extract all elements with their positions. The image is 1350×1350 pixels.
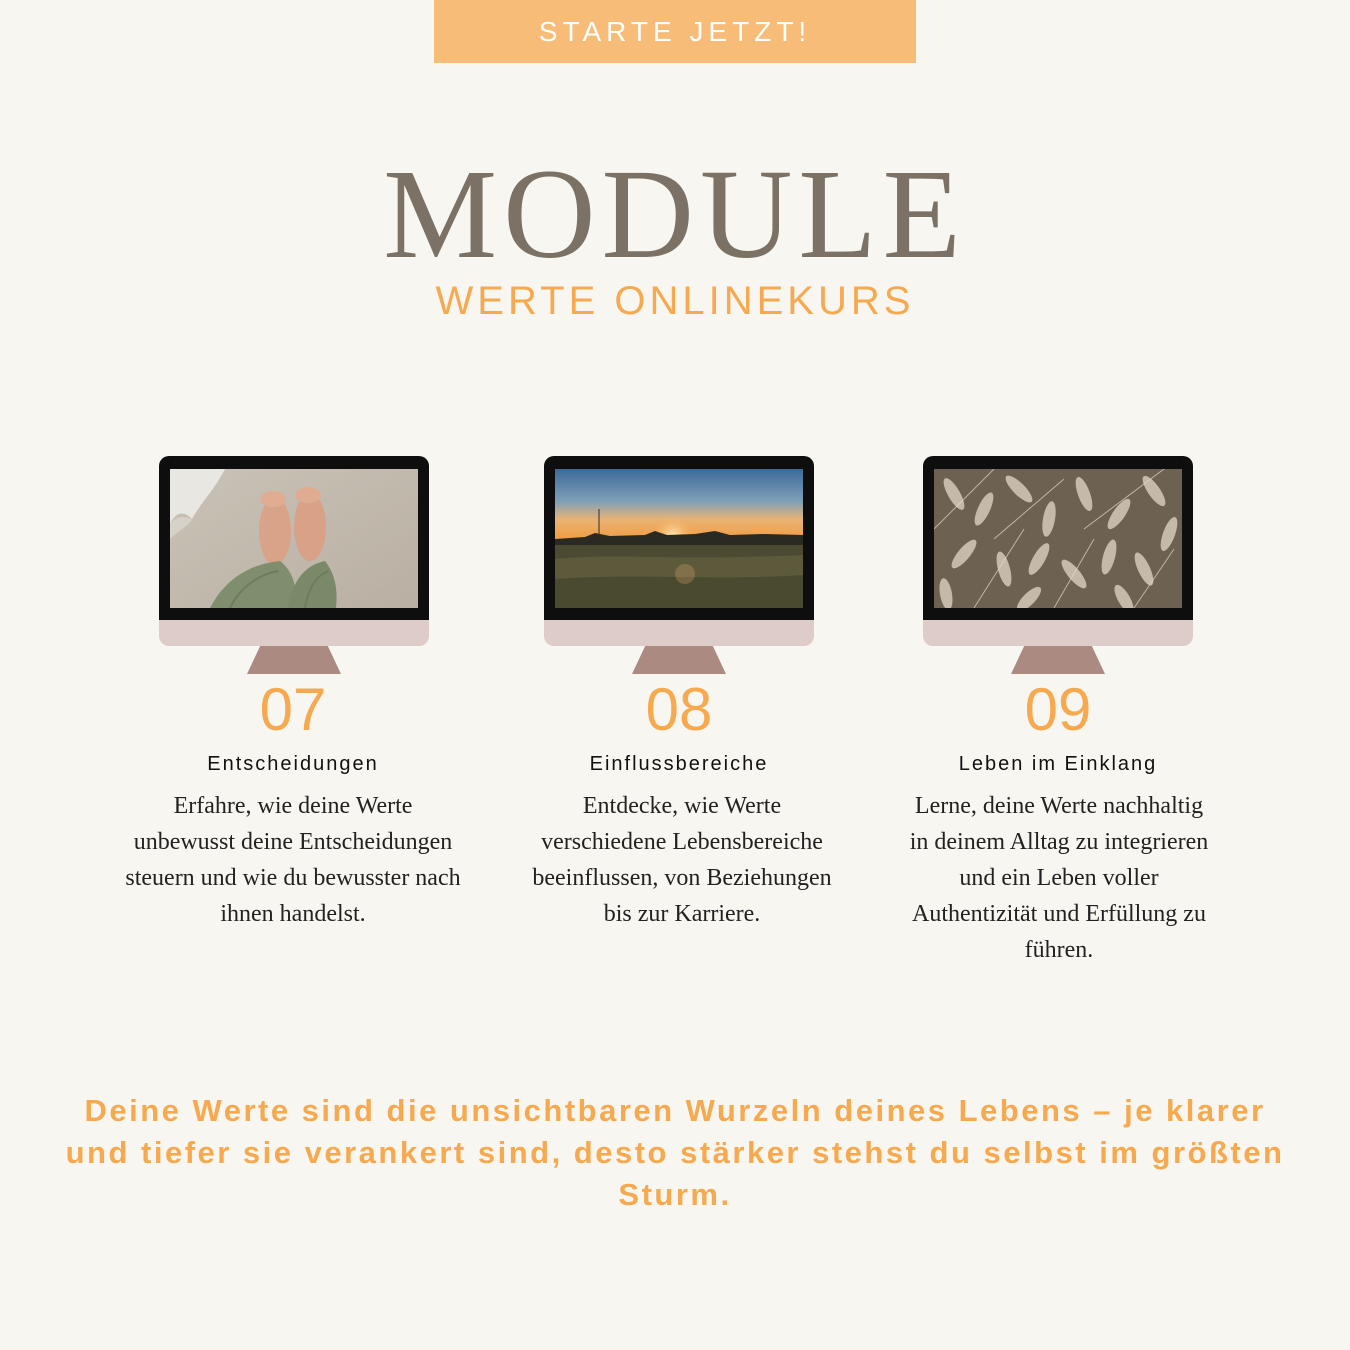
monitor-stand [632, 646, 726, 674]
module-number: 09 [1024, 676, 1092, 743]
module-description: Erfahre, wie deine Werte unbewusst deine Entscheidungen steuern und wie du bewusster nach ihnen handelst. [125, 793, 461, 927]
monitor-mockup [159, 456, 429, 674]
module-title: Entscheidungen [207, 753, 379, 775]
feet-on-sand-photo [170, 469, 418, 608]
module-number: 07 [259, 676, 327, 743]
wheat-field-photo [934, 469, 1182, 608]
module-title: Leben im Einklang [958, 753, 1158, 775]
module-title: Einflussbereiche [589, 753, 769, 775]
module-description: Lerne, deine Werte nachhaltig in deinem Alltag zu integrieren und ein Leben voller Authentizität und Erfüllung zu führen. [909, 793, 1209, 963]
monitor-bezel [544, 620, 814, 646]
start-now-button[interactable]: STARTE JETZT! [434, 0, 916, 63]
sunset-field-photo [555, 469, 803, 608]
closing-quote: Deine Werte sind die unsichtbaren Wurzeln deines Lebens – je klarer und tiefer sie verankert sind, desto stärker stehst du selbst im größten Sturm. [65, 1093, 1285, 1212]
monitor-screen-frame [923, 456, 1193, 620]
page-subtitle: WERTE ONLINEKURS [435, 279, 915, 323]
monitor-screen-frame [159, 456, 429, 620]
monitor-stand [1011, 646, 1105, 674]
monitor-mockup [923, 456, 1193, 674]
monitor-mockup [544, 456, 814, 674]
monitor-stand [247, 646, 341, 674]
module-number: 08 [645, 676, 713, 743]
module-description: Entdecke, wie Werte verschiedene Lebensbereiche beeinflussen, von Beziehungen bis zur Karriere. [532, 793, 832, 927]
monitor-bezel [159, 620, 429, 646]
monitor-screen-frame [544, 456, 814, 620]
page-title: MODULE [383, 143, 967, 285]
monitor-bezel [923, 620, 1193, 646]
